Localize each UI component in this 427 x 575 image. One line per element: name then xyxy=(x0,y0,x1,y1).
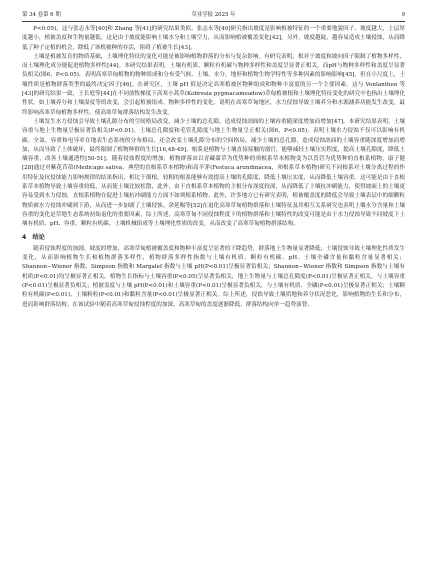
issue-label: 第 34 卷第 6 期 xyxy=(22,12,61,18)
body-paragraph: 土壤发生水力侵蚀会导致土壤孔隙分布的空间格局改变，减少土壤的总孔隙，造成侵蚀剖面的土壤容重随深度增加而增加[47]。本研究结果表明，土壤容重与地上生物量呈极显著负相关(P<0.01)，土壤总孔隙度和毛管孔隙度与地上生物量呈正相关(图6，P<0.05)，表明土壤水力侵蚀不仅可以影响有机碳、全氮、容重和电导率在地表生态系统的分布格局，还会改变土壤孔隙分布的空间格局，减少土壤的总孔隙，造成侵蚀剖面的土壤容重随深度增加而增加，从而导致了土体破坏，最终限制了植物种群的生长[16,48-49]。根系是植物与土壤直接接触的器官，能够减轻土壤压实程度，提高土壤孔隙度，降低土壤容重，改善土壤通透性[50-51]。随着侵蚀程度的增加，植物群落由以青藏薹草为优势种的须根系草本植物变为以莨菪为优势种的直根系植物。康子健[28]通过对紫花苜蓿(Medicago sativa，典型的直根系草本植物)和高羊茅(Festuca arundinacea，须根系草本植物)研究不同根系对土壤分离过程的作用特征及抗侵蚀能力影响规律的结果指出，相比于细根，较粗的根系能够有效提高土壤的孔隙度，降低土壤压实度，从而降低土壤容重。这可能是由于直根系草本植物导致土壤容重较低，从而使土壤比较松散，此外，由于直根系草本植物的主根分布深度较深，从而降低了土壤抗冲刷能力，使得坡面上的土壤更容易受到水力侵蚀，直根系植物在促进土壤抗冲刷能力方面不如须根系植物。此外，许多地方已有研究表明，植被覆盖度的降低会导致土壤表层中的细颗粒物质被水力侵蚀冲刷到下游，从而进一步加剧了土壤侵蚀。余延赐等[52]在退化高寒草甸植物群落和土壤特征及其相互关系研究也表明土壤水分含量和土壤容重的变化是草地生态系统初始退化的重要因素，综上所述，高寒草甸不同侵蚀程度下的植物群落和土壤特性的改变可能是由于水力侵蚀导致不同坡度下土壤有机质、pH、容重、颗粒有机碳、土壤机械组成等土壤理化性质的改变，从而改变了高寒草甸植物群落结构。 xyxy=(22,118,405,228)
body-paragraph: P<0.05)，这与张志永等[40]和 Zhang 等[41]的研究结果类似。张志永等[40]研究指出坡度是影响植被特征的一个重要地貌因子，坡度越大，土层厚度越小，植被盖度和生物量越低。这是由于坡度能影响土壤水分和土壤空力，从而影响植被覆盖变化[42]。另外，坡度越陡，越容易造成土壤侵蚀，从而降低了种子定植的机会，降低了该植被种的存活，阻碍了植被生长[43]。 xyxy=(22,26,405,51)
article-body xyxy=(22,25,405,561)
page-number: 9 xyxy=(401,12,405,18)
body-paragraph: 土壤是植被发育的物质基础，土壤理化特征的变化可能是被影响植物群落的分布与复杂影响。有研究表明，根对于坡度和坡向因子限制了植物多样性，而土壤理化成分能促进植物多样性[44]。本研究结果表明，土壤有机质、颗粒有机碳与物种多样性和盖度呈显著正相关，而pH与物种多样性和盖度呈显著负相关(图6，P<0.05)，表明高寒草甸植物的物种组成和分布受气候、土壤、水分、地形和植物生物学特性等多种因素的影响影响[45]，但在小尺度上，土壤性质是植物群落类型的最终决定因子[46]。在研究区，土壤 pH 值是决定高寒植被区物种组成和物种丰富度的另一个主要因素，这与 Vonlanthen 等[43]的研究结果一致，王长庭等[44]在不同放牧梯度下高寒小蒿草(Kobresia pygmacameadow)草甸植被根和土壤理化特征变化的研究中也指出土壤理化性状，如土壤养分和土壤湿度等的改变，会引起植被组成、物种多样性的变化。说明在高寒草甸地区，水力侵蚀导致土壤养分和水源涵养功能发生改变，最终影响高寒草甸植物多样性，使高寒草甸群落结构发生改变。 xyxy=(22,53,405,116)
running-header xyxy=(22,10,405,22)
journal-title: 草业学报 2025 年 xyxy=(191,12,236,18)
conclusion-paragraph: 随着侵蚀程度的加剧、坡度的增加，高寒草甸植被覆盖度和物种丰富度呈显著的下降趋势，群落地上生物量显著降低；土壤侵蚀导致土壤理化性质发生变化，从而影响植物生长和植物群落多样性，植物群落多样性指数与土壤有机质、颗粒有机碳、pH、土壤全磷含量和黏粒含量显著相关；Shannon−Wiener 指数、Simpson 指数和 Margalef 指数与土壤 pH(P<0.01)呈极显著负相关；Shannon−Wiener 指数和 Simpson 指数与土壤有机质(P<0.01)均呈极显著正相关。植物生长指标与土壤容重(P<0.05)呈显著负相关，地上生物量与土壤总孔隙度(P<0.01)呈极显著正相关，与土壤容重(P<0.01)呈极显著负相关；植被盖度与土壤 pH(P<0.01)和土壤容重(P<0.01)呈极显著负相关，与土壤有机质、全磷(P<0.01)呈极显著正相关；土壤颗粒有机碳(P<0.01)、土壤粉粒(P<0.01)和黏粒含量(P<0.01)呈极显著正相关。综上所述，侵蚀导致土壤质地和养分状况恶化，影响植物的生长和分布，进而影响群落结构。在该试验中随着高寒草甸侵蚀程度的加深，高寒草甸的盖度逐渐降低，群落结构向单一趋势演替。 xyxy=(22,245,405,308)
section-heading-conclusion: 4 结论 xyxy=(22,233,45,241)
